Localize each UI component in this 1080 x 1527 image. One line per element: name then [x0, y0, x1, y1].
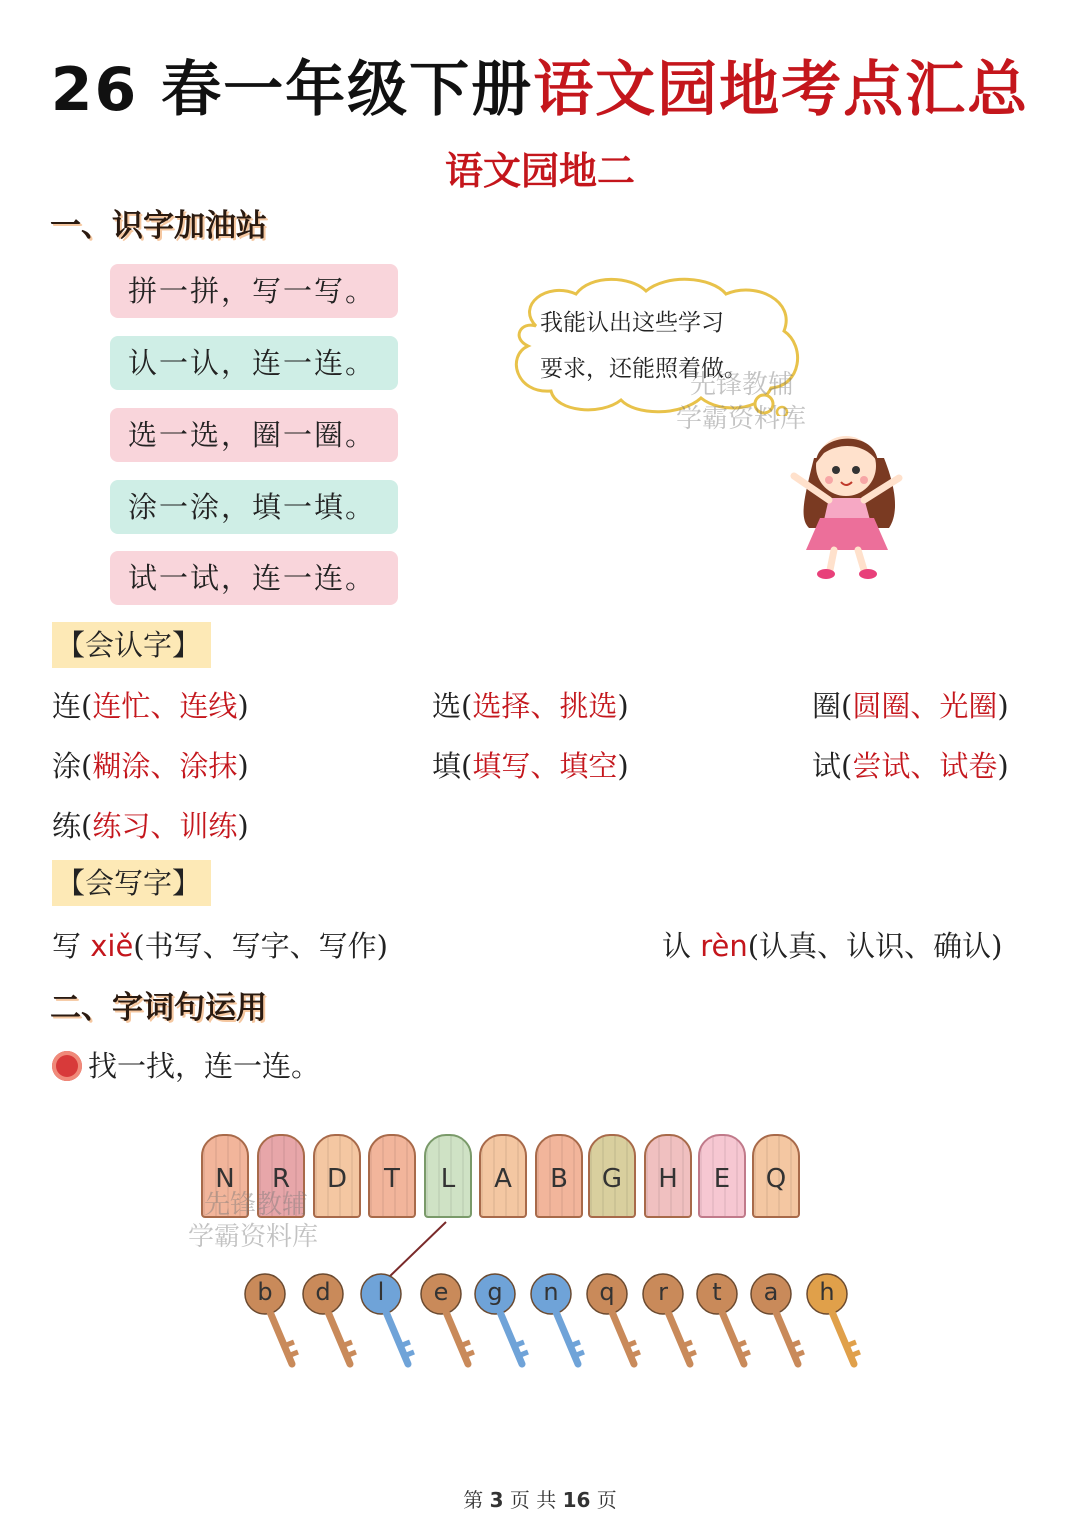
key-l — [358, 1272, 404, 1372]
girl-illustration — [784, 418, 914, 583]
recognize-item-7: 练(练习、训练) — [52, 809, 249, 843]
section-heading-1: 一、识字加油站 — [50, 208, 267, 244]
key-letter: l — [377, 1278, 385, 1306]
recognize-item-3: 圈(圆圈、光圈) — [812, 689, 1009, 723]
watermark-2-line-1: 先锋教辅 — [204, 1190, 309, 1220]
door-N: N — [201, 1134, 249, 1218]
pill-4: 涂一涂，填一填。 — [110, 480, 398, 534]
door-G: G — [588, 1134, 636, 1218]
watermark-1-line-2: 学霸资料库 — [676, 404, 807, 434]
pill-2: 认一认，连一连。 — [110, 336, 398, 390]
page-footer: 第 3 页 共 16 页 — [463, 1488, 617, 1512]
section-heading-2: 二、字词句运用 — [50, 990, 267, 1026]
key-t — [694, 1272, 740, 1372]
key-e — [418, 1272, 464, 1372]
seal-icon — [52, 1051, 82, 1081]
key-r — [640, 1272, 686, 1372]
instruction: 找一找，连一连。 — [52, 1044, 320, 1085]
tag-write: 【会写字】 — [52, 860, 211, 906]
watermark-2-line-2: 学霸资料库 — [188, 1222, 319, 1252]
door-Q: Q — [752, 1134, 800, 1218]
write-item-1: 写 xiě(书写、写字、写作) — [52, 929, 388, 963]
recognize-item-6: 试(尝试、试卷) — [812, 749, 1009, 783]
key-letter: h — [819, 1278, 835, 1306]
page-title — [0, 42, 1080, 128]
key-letter: r — [658, 1278, 668, 1306]
key-d — [300, 1272, 346, 1372]
pill-5: 试一试，连一连。 — [110, 551, 398, 605]
key-g — [472, 1272, 518, 1372]
key-letter: n — [543, 1278, 559, 1306]
watermark-1-line-1: 先锋教辅 — [690, 370, 795, 400]
door-R: R — [257, 1134, 305, 1218]
key-q — [584, 1272, 630, 1372]
door-H: H — [644, 1134, 692, 1218]
door-A: A — [479, 1134, 527, 1218]
recognize-item-4: 涂(糊涂、涂抹) — [52, 749, 249, 783]
key-n — [528, 1272, 574, 1372]
key-b — [242, 1272, 288, 1372]
title-part-1: 26 春一年级下册 — [50, 55, 534, 125]
door-E: E — [698, 1134, 746, 1218]
key-letter: b — [257, 1278, 273, 1306]
page-subtitle: 语文园地二 — [444, 148, 635, 193]
key-letter: g — [487, 1278, 503, 1306]
key-a — [748, 1272, 794, 1372]
key-letter: t — [712, 1278, 722, 1306]
key-letter: e — [433, 1278, 449, 1306]
recognize-item-2: 选(选择、挑选) — [432, 689, 629, 723]
title-part-2: 语文园地考点汇总 — [533, 55, 1030, 125]
door-L: L — [424, 1134, 472, 1218]
pill-3: 选一选，圈一圈。 — [110, 408, 398, 462]
pill-1: 拼一拼，写一写。 — [110, 264, 398, 318]
recognize-item-5: 填(填写、填空) — [432, 749, 629, 783]
door-T: T — [368, 1134, 416, 1218]
bubble-line-2: 要求，还能照着做。 — [540, 356, 747, 382]
key-letter: d — [315, 1278, 331, 1306]
door-B: B — [535, 1134, 583, 1218]
recognize-item-1: 连(连忙、连线) — [52, 689, 249, 723]
key-letter: q — [599, 1278, 615, 1306]
tag-recognize: 【会认字】 — [52, 622, 211, 668]
door-D: D — [313, 1134, 361, 1218]
key-h — [804, 1272, 850, 1372]
key-letter: a — [763, 1278, 779, 1306]
write-item-2: 认 rèn(认真、认识、确认) — [662, 929, 1003, 963]
bubble-line-1: 我能认出这些学习 — [540, 310, 724, 336]
